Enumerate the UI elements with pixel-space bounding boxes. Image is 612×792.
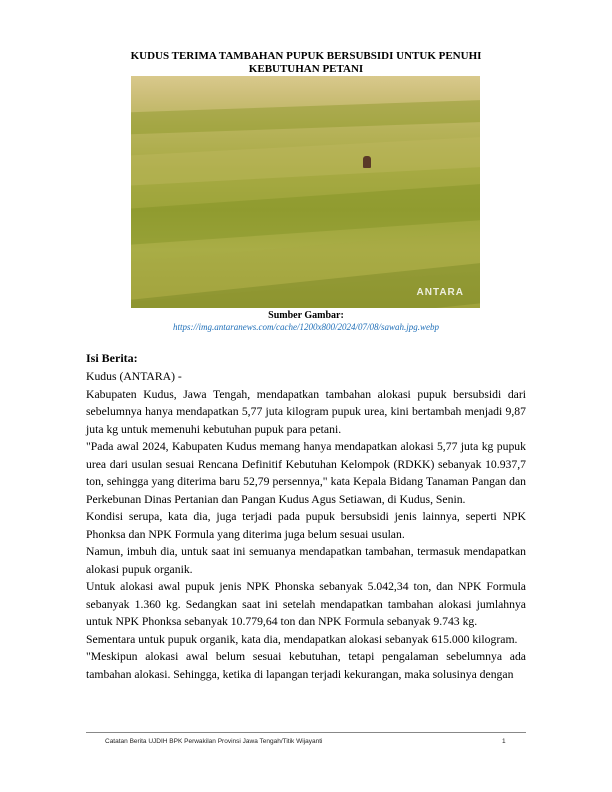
paragraph: Kondisi serupa, kata dia, juga terjadi pada pupuk bersubsidi jenis lainnya, seperti NPK Phonksa dan NPK Formula yang diterima juga belum sesuai usulan.: [86, 510, 526, 541]
paragraph: Kabupaten Kudus, Jawa Tengah, mendapatkan tambahan alokasi pupuk bersubsidi dari sebelumnya hanya mendapatkan 5,77 juta kilogram pupuk urea, kini bertambah menjadi 9,87 juta kg untuk memenuhi kebutuhan pupuk para petani.: [86, 387, 526, 436]
article-title: KUDUS TERIMA TAMBAHAN PUPUK BERSUBSIDI UNTUK PENUHI KEBUTUHAN PETANI: [130, 50, 482, 75]
farmer-figure: [363, 156, 371, 168]
section-label: Isi Berita:: [86, 351, 138, 365]
paragraph: "Pada awal 2024, Kabupaten Kudus memang hanya mendapatkan alokasi 5,77 juta kg pupuk urea dari usulan sesuai Rencana Definitif Kebutuhan Kelompok (RDKK) sebanyak 10.937,7 ton, sehingga yang diterima baru 52,79 persennya," kata Kepala Bidang Tanaman Pangan dan Perkebunan Dinas Pertanian dan Pangan Kudus Agus Setiawan, di Kudus, Senin.: [86, 440, 526, 506]
paragraph: Sementara untuk pupuk organik, kata dia, mendapatkan alokasi sebanyak 615.000 kilogram.: [86, 632, 518, 646]
paragraph: Namun, imbuh dia, untuk saat ini semuanya mendapatkan tambahan, termasuk mendapatkan alokasi pupuk organik.: [86, 545, 526, 576]
paragraph: Kudus (ANTARA) -: [86, 370, 182, 383]
antara-watermark: ANTARA: [416, 287, 464, 298]
image-source-link[interactable]: https://img.antaranews.com/cache/1200x800/2024/07/08/sawah.jpg.webp: [173, 322, 439, 332]
article-body: [86, 368, 526, 683]
image-caption-label: Sumber Gambar:: [268, 310, 344, 321]
footer-divider: [86, 732, 526, 733]
paragraph: Untuk alokasi awal pupuk jenis NPK Phonska sebanyak 5.042,34 ton, dan NPK Formula sebanyak 1.360 kg. Sedangkan saat ini setelah mendapatkan tambahan alokasi jumlahnya untuk NPK Phonksa sebanyak 10.779,64 ton dan NPK Formula sebanyak 9.743 kg.: [86, 580, 526, 628]
rice-field-photo: [131, 76, 480, 308]
paragraph: "Meskipun alokasi awal belum sesuai kebutuhan, tetapi pengalaman sebelumnya ada tambahan alokasi. Sehingga, ketika di lapangan terjadi kekurangan, maka solusinya dengan: [86, 650, 526, 681]
page-number: 1: [502, 738, 506, 745]
footer-text: Catatan Berita UJDIH BPK Perwakilan Provinsi Jawa Tengah/Titik Wijayanti: [105, 738, 323, 745]
